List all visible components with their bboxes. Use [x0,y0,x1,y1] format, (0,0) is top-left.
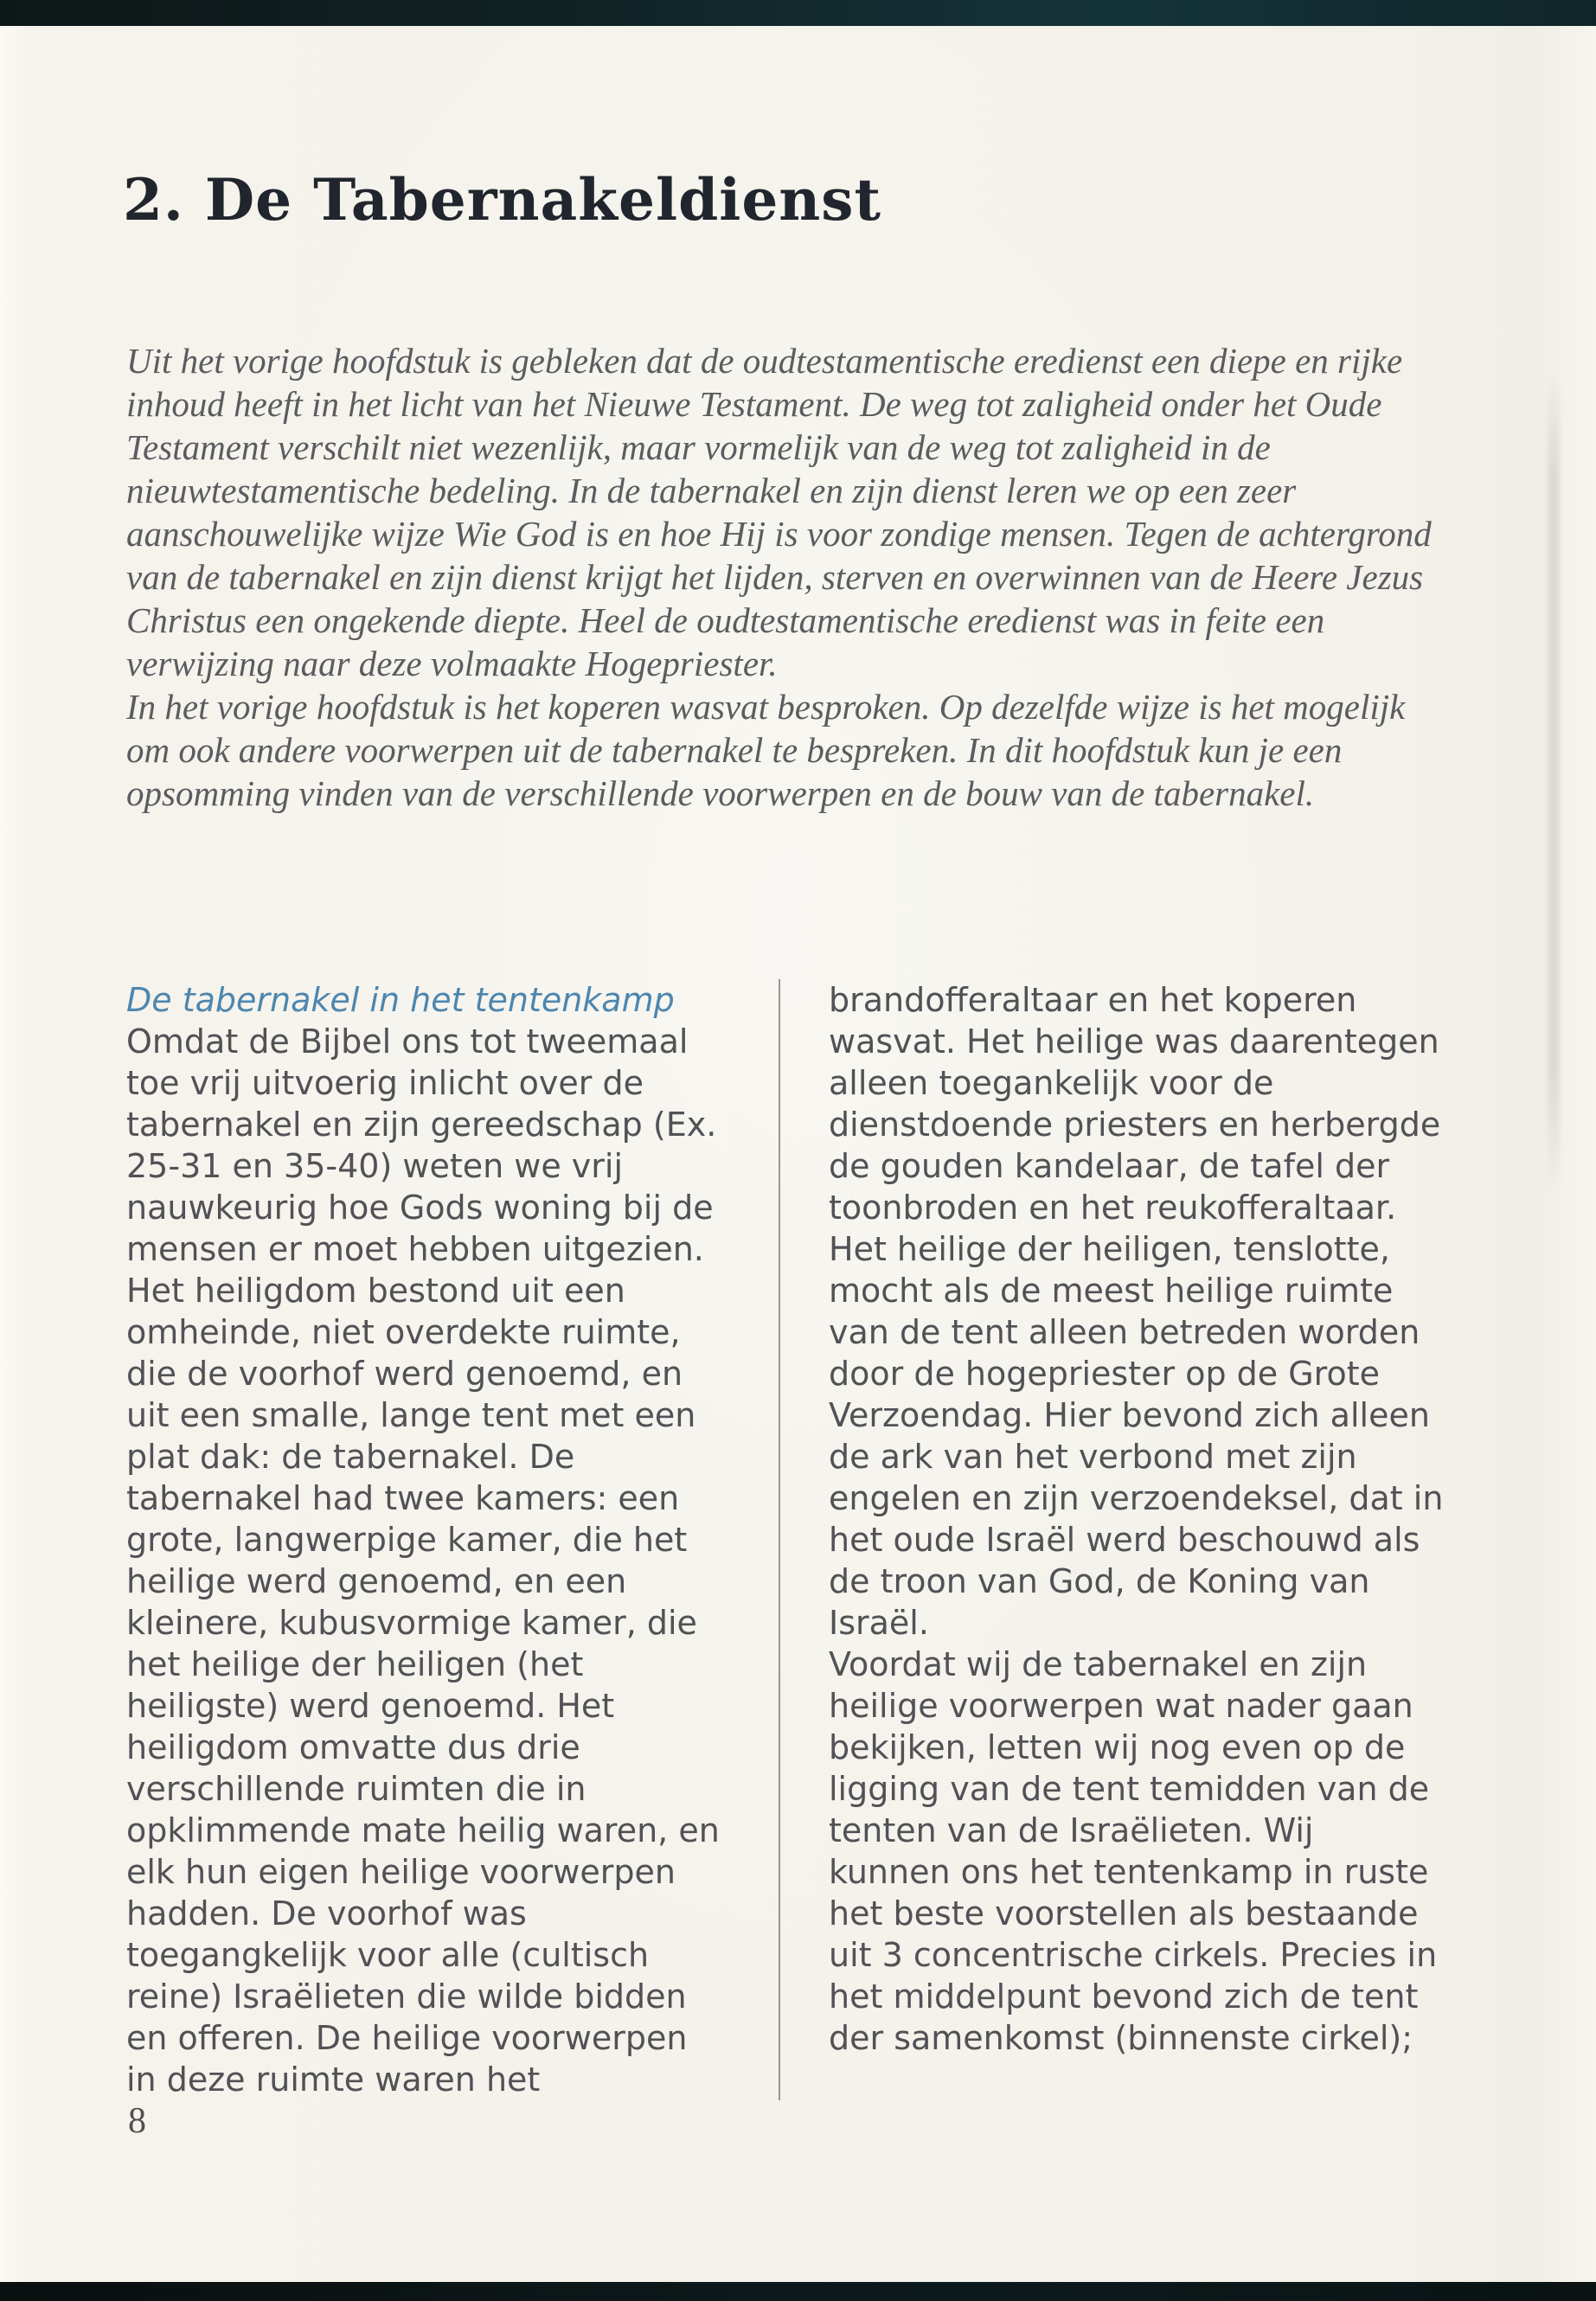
right-column [829,979,1445,2100]
right-column-paragraph-1: brandofferaltaar en het koperen wasvat. Het heilige was daarentegen alleen toegankelijk voor de dienstdoende priesters en herbergde de gouden kandelaar, de tafel der toonbroden en het reukofferaltaar. Het heilige der heiligen, tenslotte, mocht als de meest heilige ruimte van de tent alleen betreden worden door de hogepriester op de Grote Verzoendag. Hier bevond zich alleen de ark van het verbond met zijn engelen en zijn verzoendeksel, dat in het oude Israël werd beschouwd als de troon van God, de Koning van Israël. [829,981,1444,1642]
scan-bottom-edge [0,2282,1596,2301]
chapter-title: 2. De Tabernakeldienst [123,166,881,234]
gutter-shadow [1548,372,1560,1194]
left-column-body: Omdat de Bijbel ons tot tweemaal toe vrij uitvoerig inlicht over de tabernakel en zijn gereedschap (Ex. 25-31 en 35-40) weten we vrij nauwkeurig hoe Gods woning bij de mensen er moet hebben uitgezien. Het heiligdom bestond uit een omheinde, niet overdekte ruimte, die de voorhof werd genoemd, en uit een smalle, lange tent met een plat dak: de tabernakel. De tabernakel had twee kamers: een grote, langwerpige kamer, die het heilige werd genoemd, en een kleinere, kubusvormige kamer, die het heilige der heiligen (het heiligste) werd genoemd. Het heiligdom omvatte dus drie verschillende ruimten die in opklimmende mate heilig waren, en elk hun eigen heilige voorwerpen hadden. De voorhof was toegangkelijk voor alle (cultisch reine) Israëlieten die wilde bidden en offeren. De heilige voorwerpen in deze ruimte waren het [126,1022,720,2099]
left-column [126,979,725,2100]
scan-top-edge [0,0,1596,26]
book-page [0,26,1596,2282]
intro-paragraph-2: In het vorige hoofdstuk is het koperen wasvat besproken. Op dezelfde wijze is het mogelijk om ook andere voorwerpen uit de tabernakel te bespreken. In dit hoofdstuk kun je een opsomming vinden van de verschillende voorwerpen en de bouw van de tabernakel. [126,687,1406,813]
column-divider [779,979,780,2100]
intro-block [126,339,1450,815]
section-heading: De tabernakel in het tentenkamp [126,981,675,1019]
page-number: 8 [128,2101,146,2141]
intro-paragraph-1: Uit het vorige hoofdstuk is gebleken dat de oudtestamentische eredienst een diepe en rijke inhoud heeft in het licht van het Nieuwe Testament. De weg tot zaligheid onder het Oude Testament verschilt niet wezenlijk, maar vormelijk van de weg tot zaligheid in de nieuwtestamentische bedeling. In de tabernakel en zijn dienst leren we op een zeer aanschouwelijke wijze Wie God is en hoe Hij is voor zondige mensen. Tegen de achtergrond van de tabernakel en zijn dienst krijgt het lijden, sterven en overwinnen van de Heere Jezus Christus een ongekende diepte. Heel de oudtestamentische eredienst was in feite een verwijzing naar deze volmaakte Hogepriester. [126,341,1432,683]
two-column-section [126,979,1445,2100]
right-column-paragraph-2: Voordat wij de tabernakel en zijn heilige voorwerpen wat nader gaan bekijken, letten wij nog even op de ligging van de tent temidden van de tenten van de Israëlieten. Wij kunnen ons het tentenkamp in ruste het beste voorstellen als bestaande uit 3 concentrische cirkels. Precies in het middelpunt bevond zich de tent der samenkomst (binnenste cirkel); [829,1645,1438,2057]
